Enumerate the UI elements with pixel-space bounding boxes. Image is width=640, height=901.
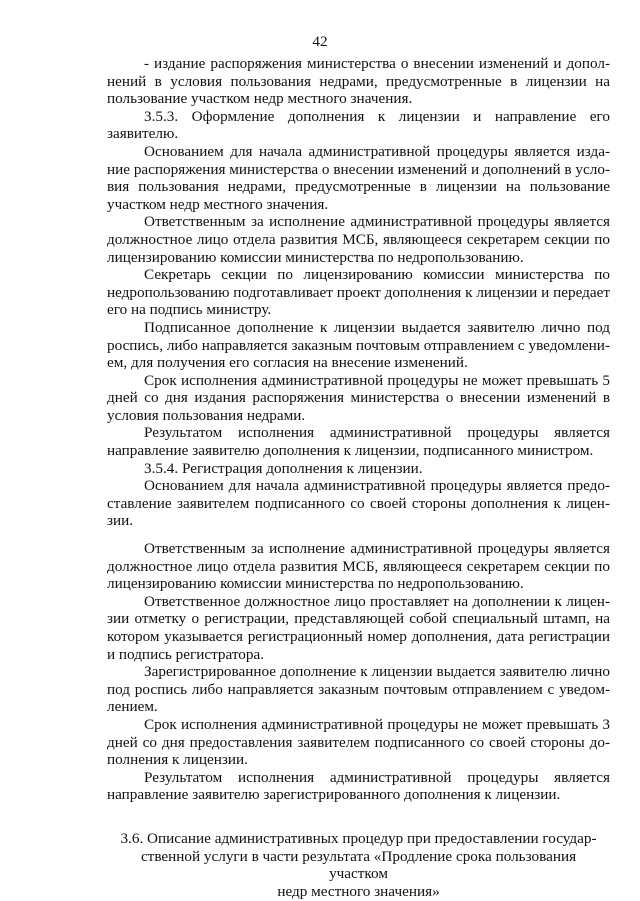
paragraph: 3.5.4. Регистрация дополнения к лицензии. — [144, 459, 423, 477]
paragraph: Основанием для начала административной процедуры является предоставление заявителем подписанного со своей стороны дополнения к лицензии. — [107, 477, 610, 530]
section-heading-line: ственной услуги в части результата «Продление срока пользования участком — [140, 847, 577, 883]
paragraph: Зарегистрированное дополнение к лицензии выдается заявителю лично под роспись либо направляется заказным почтовым отправлением с уведомлением. — [107, 663, 610, 716]
paragraph: Ответственным за исполнение административной процедуры является должностное лицо отдела развития МСБ, являющееся секретарем секции по лицензированию комиссии министерства по недропользованию. — [107, 213, 610, 266]
page-number: 42 — [312, 33, 328, 50]
section-heading — [107, 830, 610, 900]
paragraph: Срок исполнения административной процедуры не может превышать 3 дней со дня предоставления заявителем подписанного со своей стороны дополнения к лицензии. — [107, 715, 610, 769]
paragraph: Результатом исполнения административной процедуры является направление заявителю дополнения к лицензии, подписанного министром. — [107, 424, 610, 460]
document-body — [107, 55, 610, 900]
paragraph: Ответственным за исполнение административной процедуры является должностное лицо отдела развития МСБ, являющееся секретарем секции по лицензированию комиссии министерства по недропользованию. — [107, 540, 610, 593]
paragraph: Основанием для начала административной процедуры является издание распоряжения министерства о внесении изменений и дополнений в условия пользования недрами, предусмотренные в лицензии на пользование участком недр местного значения. — [107, 142, 610, 213]
section-heading-line: недр местного значения» — [277, 882, 440, 900]
paragraph: - издание распоряжения министерства о внесении изменений и дополнений в условия пользования недрами, предусмотренные в лицензии на пользование участком недр местного значения. — [107, 55, 610, 108]
paragraph: Секретарь секции по лицензированию комиссии министерства по недропользованию подготавливает проект дополнения к лицензии и передает его на подпись министру. — [107, 266, 610, 319]
paragraph: Ответственное должностное лицо проставляет на дополнении к лицензии отметку о регистрации, представляющей собой специальный штамп, на котором указывается регистрационный номер дополнения, дата регистрации и подпись регистратора. — [107, 592, 610, 663]
section-heading-line: 3.6. Описание административных процедур при предоставлении государ- — [120, 829, 597, 847]
paragraph: Срок исполнения административной процедуры не может превышать 5 дней со дня издания распоряжения министерства о внесении изменений в условия пользования недрами. — [107, 371, 610, 424]
paragraph: Результатом исполнения административной процедуры является направление заявителю зарегистрированного дополнения к лицензии. — [107, 768, 610, 804]
paragraph: 3.5.3. Оформление дополнения к лицензии и направление его заявителю. — [107, 107, 610, 143]
paragraph: Подписанное дополнение к лицензии выдается заявителю лично под роспись, либо направляется заказным почтовым отправлением с уведомлением, для получения его согласия на внесение изменений. — [107, 318, 610, 372]
